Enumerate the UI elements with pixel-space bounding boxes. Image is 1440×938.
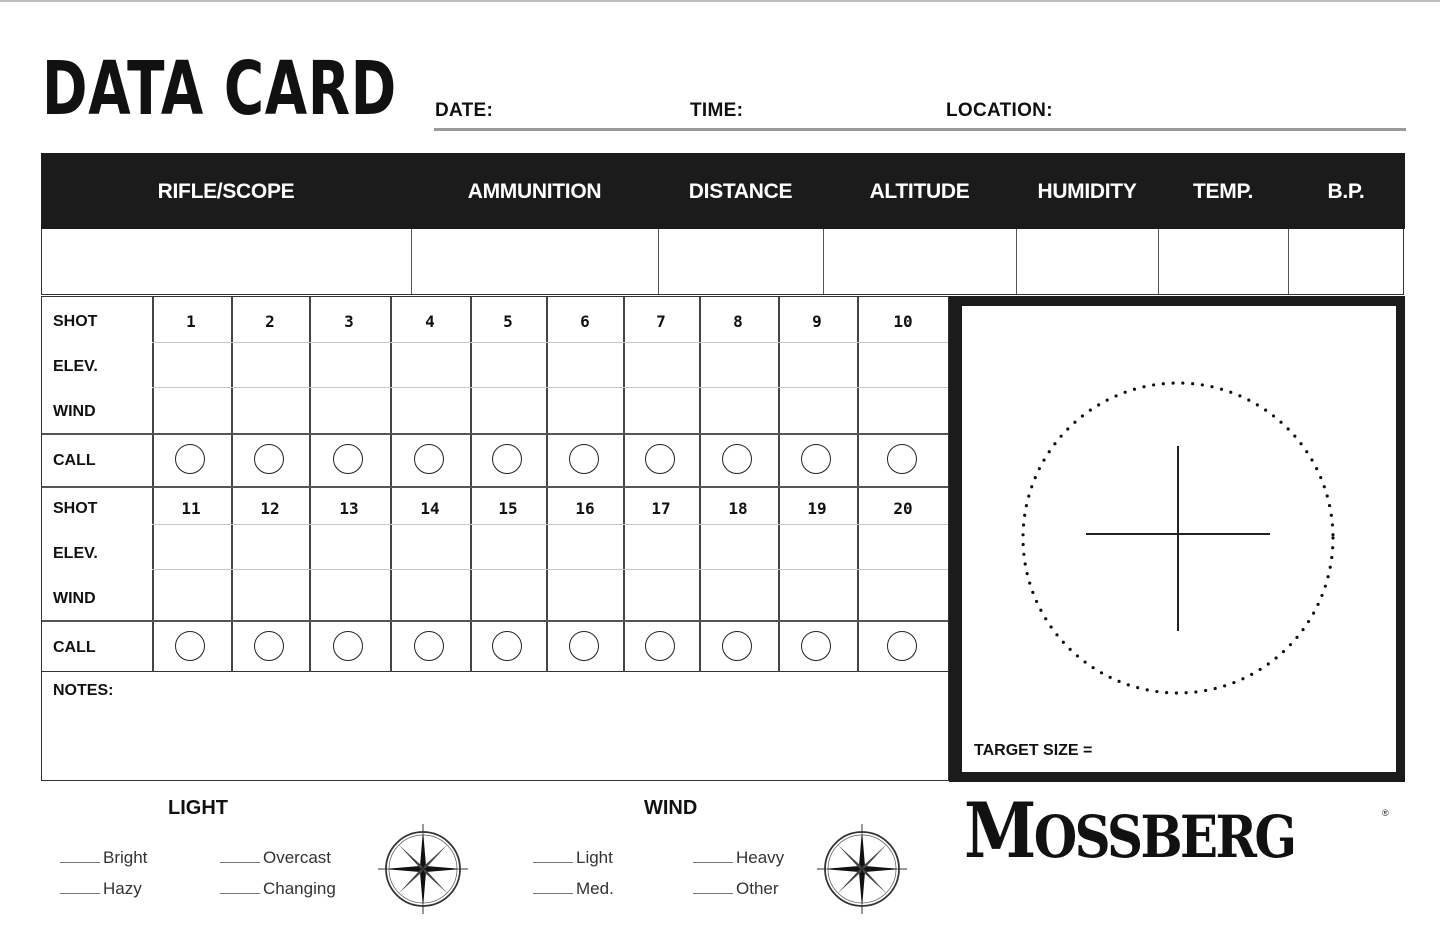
- header-ammunition: AMMUNITION: [467, 180, 602, 203]
- entry-cell-divider: [411, 229, 412, 294]
- wind-heading: WIND: [644, 797, 698, 819]
- shot-number: 19: [807, 499, 827, 518]
- header-distance: DISTANCE: [688, 180, 793, 203]
- entry-cell-divider: [1016, 229, 1017, 294]
- grid-row-divider: [152, 524, 948, 525]
- call-circle[interactable]: [175, 444, 205, 474]
- grid-column-divider: [699, 297, 701, 672]
- meta-underline: [434, 128, 1406, 131]
- call-circle[interactable]: [722, 631, 752, 661]
- entry-cell-divider: [658, 229, 659, 294]
- grid-row-divider: [42, 433, 948, 435]
- header-temp: TEMP.: [1193, 180, 1253, 203]
- light-option-changing[interactable]: Changing: [220, 879, 336, 899]
- grid-column-divider: [390, 297, 392, 672]
- notes-label: NOTES:: [53, 682, 114, 699]
- compass-rose-icon: [817, 824, 907, 914]
- wind-option-heavy[interactable]: Heavy: [693, 848, 784, 868]
- shot-number: 13: [339, 499, 359, 518]
- call-circle[interactable]: [887, 444, 917, 474]
- shot-number: 16: [575, 499, 595, 518]
- header-rifle-scope: RIFLE/SCOPE: [157, 180, 295, 203]
- shot-number: 9: [812, 312, 822, 331]
- call-circle[interactable]: [645, 444, 675, 474]
- row-label-shot: SHOT: [53, 313, 98, 330]
- entry-cell-divider: [823, 229, 824, 294]
- light-option-bright[interactable]: Bright: [60, 848, 147, 868]
- shot-number: 8: [733, 312, 743, 331]
- call-circle[interactable]: [887, 631, 917, 661]
- grid-row-divider: [42, 486, 948, 488]
- conditions-entry-row: [41, 229, 1404, 295]
- wind-option-light[interactable]: Light: [533, 848, 613, 868]
- target-size-label: TARGET SIZE =: [974, 742, 1093, 759]
- entry-cell-divider: [1288, 229, 1289, 294]
- location-label: LOCATION:: [946, 100, 1053, 121]
- shot-number: 4: [425, 312, 435, 331]
- crosshair-icon: [962, 306, 1396, 772]
- grid-column-divider: [623, 297, 625, 672]
- grid-row-divider: [152, 342, 948, 343]
- light-heading: LIGHT: [168, 797, 228, 819]
- call-circle[interactable]: [722, 444, 752, 474]
- row-label-call: CALL: [53, 639, 96, 656]
- header-bp: B.P.: [1327, 180, 1365, 203]
- shot-grid: [41, 296, 949, 672]
- top-rule: [0, 0, 1440, 2]
- row-label-elev: ELEV.: [53, 545, 98, 562]
- shot-number: 14: [420, 499, 440, 518]
- call-circle[interactable]: [254, 631, 284, 661]
- entry-cell-divider: [1158, 229, 1159, 294]
- shot-number: 17: [651, 499, 671, 518]
- call-circle[interactable]: [492, 631, 522, 661]
- header-altitude: ALTITUDE: [869, 180, 970, 203]
- row-label-wind: WIND: [53, 403, 96, 420]
- row-label-shot: SHOT: [53, 500, 98, 517]
- call-circle[interactable]: [801, 444, 831, 474]
- call-circle[interactable]: [333, 444, 363, 474]
- date-label: DATE:: [435, 100, 494, 121]
- header-humidity: HUMIDITY: [1037, 180, 1137, 203]
- grid-column-divider: [231, 297, 233, 672]
- shot-number: 1: [186, 312, 196, 331]
- call-circle[interactable]: [645, 631, 675, 661]
- shot-number: 15: [498, 499, 518, 518]
- call-circle[interactable]: [333, 631, 363, 661]
- call-circle[interactable]: [569, 631, 599, 661]
- shot-number: 20: [893, 499, 913, 518]
- grid-row-divider: [42, 620, 948, 622]
- shot-number: 10: [893, 312, 913, 331]
- row-label-wind: WIND: [53, 590, 96, 607]
- wind-option-med[interactable]: Med.: [533, 879, 614, 899]
- call-circle[interactable]: [414, 631, 444, 661]
- grid-column-divider: [309, 297, 311, 672]
- shot-number: 2: [265, 312, 275, 331]
- notes-box: [41, 672, 949, 781]
- row-label-call: CALL: [53, 452, 96, 469]
- call-circle[interactable]: [414, 444, 444, 474]
- call-circle[interactable]: [801, 631, 831, 661]
- call-circle[interactable]: [175, 631, 205, 661]
- shot-number: 5: [503, 312, 513, 331]
- shot-number: 18: [728, 499, 748, 518]
- compass-rose-icon: [378, 824, 468, 914]
- shot-number: 3: [344, 312, 354, 331]
- grid-row-divider: [152, 387, 948, 388]
- shot-number: 11: [181, 499, 201, 518]
- grid-column-divider: [152, 297, 154, 672]
- call-circle[interactable]: [569, 444, 599, 474]
- call-circle[interactable]: [254, 444, 284, 474]
- row-label-elev: ELEV.: [53, 358, 98, 375]
- light-option-overcast[interactable]: Overcast: [220, 848, 331, 868]
- shot-number: 6: [580, 312, 590, 331]
- grid-column-divider: [546, 297, 548, 672]
- page-title: DATA CARD: [42, 46, 397, 132]
- grid-column-divider: [778, 297, 780, 672]
- call-circle[interactable]: [492, 444, 522, 474]
- grid-column-divider: [470, 297, 472, 672]
- wind-option-other[interactable]: Other: [693, 879, 779, 899]
- shot-number: 12: [260, 499, 280, 518]
- registered-mark: ®: [1382, 808, 1389, 818]
- grid-row-divider: [152, 569, 948, 570]
- shot-number: 7: [656, 312, 666, 331]
- brand-logo: MOSSBERG: [964, 786, 1295, 875]
- time-label: TIME:: [690, 100, 744, 121]
- light-option-hazy[interactable]: Hazy: [60, 879, 142, 899]
- grid-column-divider: [857, 297, 859, 672]
